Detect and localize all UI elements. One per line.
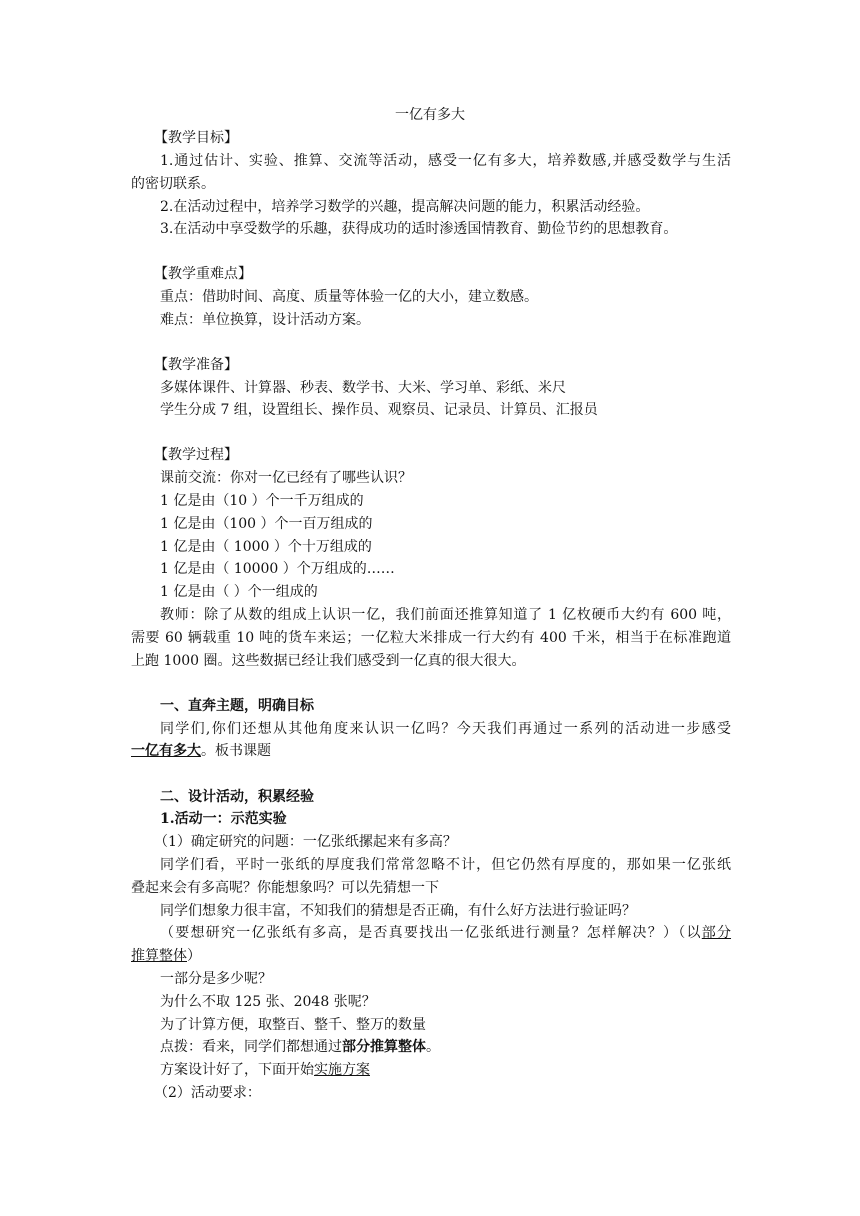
key-difficulty: 难点：单位换算，设计活动方案。 [160, 312, 370, 328]
activity-requirements: （2）活动要求： [154, 1085, 261, 1101]
activity-1-heading: 1.活动一：示范实验 [160, 811, 287, 827]
teacher-line-1: 教师：除了从数的组成上认识一亿，我们前面还推算知道了 1 亿枚硬币大约有 600 吨， [160, 607, 731, 623]
activity-para-1-line-2: 叠起来会有多高呢？你能想象吗？可以先猜想一下 [131, 880, 439, 896]
activity-para-3-line-2: 推算整体） [131, 948, 201, 964]
question-1: （1）确定研究的问题：一亿张纸摞起来有多高？ [154, 834, 457, 850]
prep-materials: 多媒体课件、计算器、秒表、数学书、大米、学习单、彩纸、米尺 [160, 380, 566, 396]
key-focus: 重点：借助时间、高度、质量等体验一亿的大小，建立数感。 [160, 289, 538, 305]
composition-5: 1 亿是由（ ）个一组成的 [160, 584, 318, 600]
composition-3: 1 亿是由（ 1000 ）个十万组成的 [160, 539, 372, 555]
lesson-title-underlined: 一亿有多大 [131, 743, 201, 759]
teacher-line-3: 上跑 1000 圈。这些数据已经让我们感受到一亿真的很大很大。 [131, 653, 526, 669]
question-part: 一部分是多少呢？ [160, 971, 272, 987]
section-1-para-line-1: 同学们,你们还想从其他角度来认识一亿吗？今天我们再通过一系列的活动进一步感受 [160, 721, 731, 737]
goal-2: 2.在活动过程中，培养学习数学的兴趣，提高解决问题的能力，积累活动经验。 [160, 199, 650, 215]
process-heading: 【教学过程】 [154, 447, 238, 463]
key-points-heading: 【教学重难点】 [154, 266, 252, 282]
hint-line: 点拨：看来，同学们都想通过部分推算整体。 [160, 1039, 440, 1055]
composition-4: 1 亿是由（ 10000 ）个万组成的…… [160, 561, 395, 577]
question-why: 为什么不取 125 张、2048 张呢？ [160, 994, 376, 1010]
composition-2: 1 亿是由（100 ）个一百万组成的 [160, 516, 373, 532]
goal-3: 3.在活动中享受数学的乐趣，获得成功的适时渗透国情教育、勤俭节约的思想教育。 [160, 221, 678, 237]
composition-1: 1 亿是由（10 ）个一千万组成的 [160, 493, 364, 509]
goal-1-line-1: 1.通过估计、实验、推算、交流等活动，感受一亿有多大，培养数感,并感受数学与生活 [160, 153, 731, 169]
plan-line: 方案设计好了，下面开始实施方案 [160, 1062, 370, 1078]
process-intro: 课前交流：你对一亿已经有了哪些认识？ [160, 470, 412, 486]
answer-why: 为了计算方便，取整百、整千、整万的数量 [160, 1017, 426, 1033]
prep-heading: 【教学准备】 [154, 357, 238, 373]
goal-1-line-2: 的密切联系。 [131, 176, 215, 192]
section-1-heading: 一、直奔主题，明确目标 [160, 698, 314, 714]
section-1-para-line-2: 一亿有多大。板书课题 [131, 743, 271, 759]
document-title: 一亿有多大 [395, 107, 465, 123]
prep-groups: 学生分成 7 组，设置组长、操作员、观察员、记录员、计算员、汇报员 [160, 402, 598, 418]
goals-heading: 【教学目标】 [154, 130, 238, 146]
activity-para-3-line-1: （要想研究一亿张纸有多高，是否真要找出一亿张纸进行测量？怎样解决？）（以部分 [160, 925, 732, 941]
activity-para-1-line-1: 同学们看，平时一张纸的厚度我们常常忽略不计，但它仍然有厚度的，那如果一亿张纸 [160, 857, 731, 873]
section-2-heading: 二、设计活动，积累经验 [160, 789, 314, 805]
activity-para-2: 同学们想象力很丰富，不知我们的猜想是否正确，有什么好方法进行验证吗？ [160, 903, 636, 919]
teacher-line-2: 需要 60 辆载重 10 吨的货车来运；一亿粒大米排成一行大约有 400 千米，相当于在标准跑道 [131, 630, 731, 646]
